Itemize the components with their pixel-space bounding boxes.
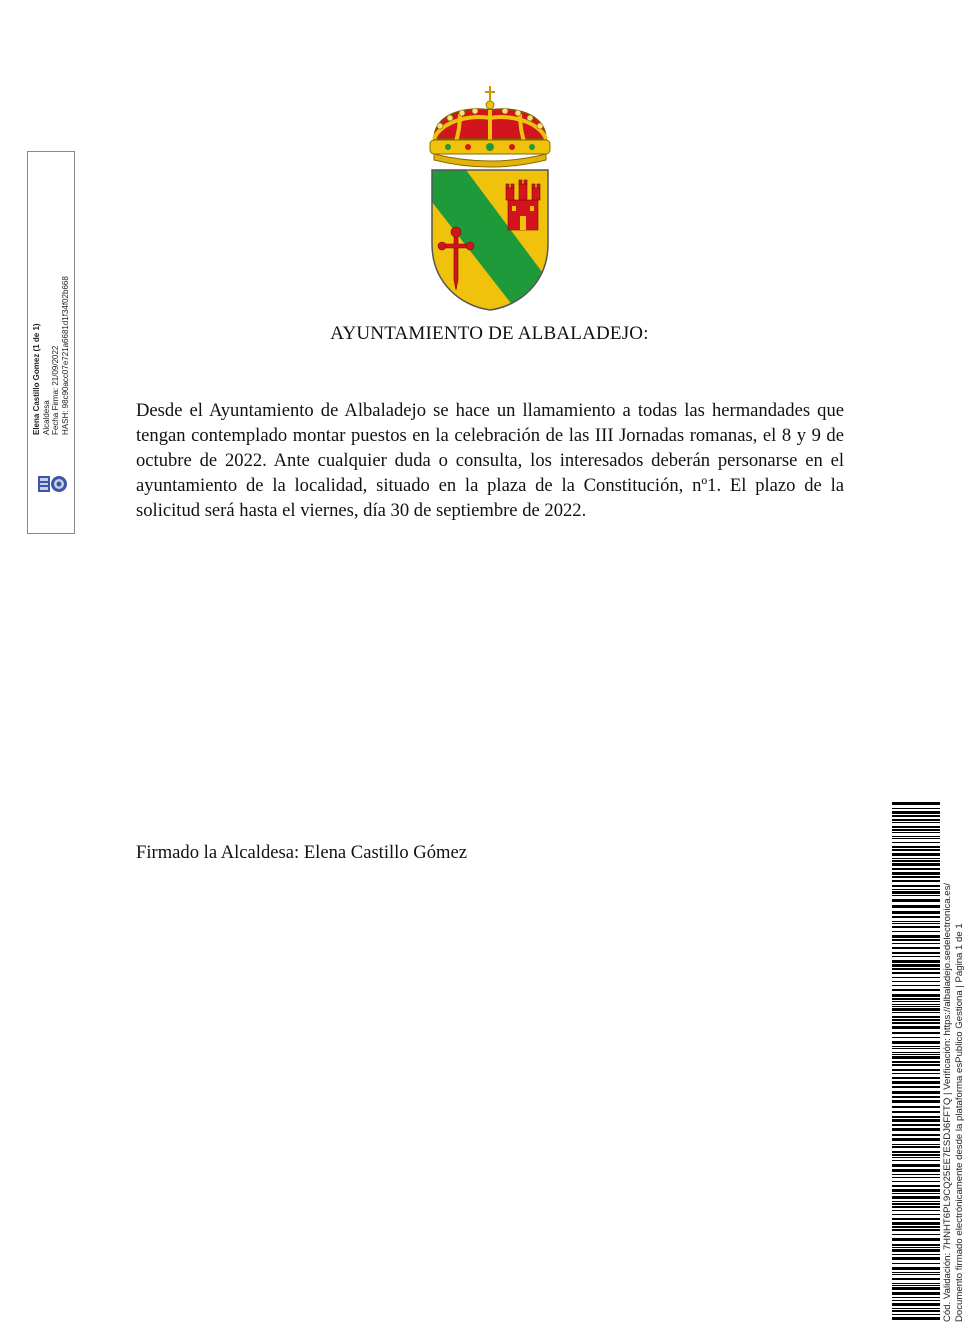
barcode-bar [892,964,940,967]
barcode-bar [892,1214,940,1215]
validation-code-line: Cód. Validación: 7HNHT6PL9CQ25EE7ESDJ6FFTQ | Verificación: https://albaladejo.sedelectronica.es/ [942,882,953,1322]
barcode-bar [892,1234,940,1235]
barcode-bar [892,863,940,866]
barcode-bar [892,931,940,932]
barcode-bar [892,968,940,970]
barcode-bar [892,895,940,896]
signature-date: Fecha Firma: 21/09/2022 [51,345,60,435]
barcode-bar [892,977,940,978]
signer-role: Alcaldesa [41,400,51,435]
barcode-bar [892,1169,940,1172]
barcode-bar [892,1008,940,1011]
barcode-bar [892,1054,940,1055]
barcode-bar [892,1048,940,1049]
barcode-bar [892,1193,940,1194]
barcode-bar [892,1022,940,1024]
barcode-bar [892,853,940,856]
barcode-bar [892,952,940,954]
barcode-bar [892,923,940,924]
barcode-bar [892,1303,940,1306]
barcode-bar [892,1001,940,1002]
barcode-bar [892,1189,940,1192]
barcode-bar [892,842,940,843]
barcode-bar [892,1064,940,1066]
barcode-bar [892,1308,940,1309]
barcode-bar [892,994,940,997]
barcode-bar [892,860,940,862]
barcode-bar [892,1285,940,1286]
barcode-bar [892,960,940,963]
barcode-bar [892,1134,940,1136]
electronic-signature-box [27,151,75,534]
barcode-bar [892,849,940,851]
barcode-bar [892,981,940,982]
heading-text: AYUNTAMIENTO DE ALBALADEJO: [330,323,649,344]
barcode-bar [892,1160,940,1161]
barcode-bar [892,1206,940,1208]
barcode-bar [892,1077,940,1079]
barcode-bar [892,1111,940,1113]
barcode-bar [892,885,940,887]
barcode-bar [892,1151,940,1153]
barcode-bar [892,916,940,918]
barcode-bar [892,1006,940,1007]
signature-line: Firmado la Alcaldesa: Elena Castillo Gómez [136,842,467,863]
barcode-bar [892,1069,940,1071]
barcode-bar [892,1157,940,1158]
body-paragraph [136,398,844,523]
barcode-bar [892,1177,940,1178]
barcode-bar [892,947,940,949]
barcode-bar [892,1210,940,1211]
barcode-bar [892,802,940,805]
barcode-bar [892,1267,940,1270]
signer-name: Elena Castillo Gomez (1 de 1) [32,323,41,435]
seal-icon [36,472,68,496]
barcode-bar [892,826,940,828]
barcode-bar [892,1086,940,1088]
barcode-bar [892,1274,940,1275]
barcode-bar [892,1144,940,1145]
coat-of-arms-icon [420,84,560,316]
barcode-bar [892,1128,940,1131]
barcode-bar [892,1201,940,1202]
barcode-bar [892,972,940,974]
barcode-bar [892,1016,940,1018]
barcode-bar [892,1116,940,1118]
barcode-bar [892,1056,940,1059]
barcode-bar [892,891,940,894]
barcode-bar [892,1218,940,1220]
signature-hash: HASH: 98c90acc07e721a6681d1f34f02b668 [60,276,70,435]
barcode-bar [892,1297,940,1298]
barcode-bar [892,880,940,882]
barcode-bar [892,846,940,848]
barcode-bar [892,1222,940,1225]
barcode-bar [892,872,940,875]
barcode-bar [892,899,940,902]
barcode-bar [892,1263,940,1264]
barcode-bar [892,1019,940,1021]
barcode-bar [892,1181,940,1182]
barcode-bar [892,926,940,928]
barcode-bar [892,1317,940,1320]
barcode-bar [892,876,940,878]
barcode-bar [892,1154,940,1156]
barcode-bar [892,1238,940,1241]
barcode-bar [892,832,940,833]
barcode-bar [892,1185,940,1187]
barcode-bar [892,1164,940,1167]
barcode-bar [892,836,940,837]
barcode-bar [892,1292,940,1295]
validation-text [942,802,970,1322]
barcode-bar [892,1278,940,1280]
barcode-bar [892,1287,940,1290]
barcode-bar [892,1081,940,1084]
barcode-bar [892,1124,940,1126]
barcode-bar [892,989,940,991]
barcode-bar [892,998,940,1000]
barcode-bar [892,1091,940,1094]
barcode-bar [892,1196,940,1199]
barcode-bar [892,1119,940,1122]
barcode-bar [892,868,940,870]
barcode-bar [892,935,940,938]
barcode-bar [892,1037,940,1038]
barcode-bar [892,829,940,831]
barcode-bar [892,943,940,944]
barcode-bar [892,1096,940,1098]
barcode-bar [892,1300,940,1301]
barcode-bar [892,1052,940,1053]
barcode-bar [892,956,940,957]
barcode-bar [892,985,940,986]
barcode-bar [892,1138,940,1141]
barcode-bar [892,905,940,908]
barcode-bar [892,1061,940,1063]
barcode-bar [892,1004,940,1005]
barcode-bar [892,819,940,821]
barcode-bar [892,858,940,859]
barcode-bar [892,1310,940,1312]
barcode-bar [892,1244,940,1246]
barcode-bar [892,1226,940,1228]
page-title [0,323,979,345]
barcode-bar [892,1272,940,1273]
validation-platform-line: Documento firmado electrónicamente desde la plataforma esPublico Gestiona | Página 1 de 1 [954,923,965,1322]
barcode-bar [892,1026,940,1029]
barcode-bar [892,1174,940,1175]
barcode-bar [892,1203,940,1205]
validation-barcode [892,802,940,1322]
body-text: Desde el Ayuntamiento de Albaladejo se hace un llamamiento a todas las hermandades que tengan contemplado montar puestos en la celebración de las III Jornadas romanas, el 8 y 9 de octubre de 2022. Ante cualquier duda o consulta, los interesados deberán personarse en el ayuntamiento de la localidad, situado en la plaza de la Constitución, nº1. El plazo de la solicitud será hasta el viernes, día 30 de septiembre de 2022. [136,400,844,521]
barcode-bar [892,822,940,823]
barcode-bar [892,1314,940,1315]
barcode-bar [892,1283,940,1284]
barcode-bar [892,815,940,817]
barcode-bar [892,1249,940,1252]
barcode-bar [892,1257,940,1260]
barcode-bar [892,808,940,809]
barcode-bar [892,1100,940,1103]
barcode-bar [892,1041,940,1044]
barcode-bar [892,1254,940,1255]
barcode-bar [892,1073,940,1074]
barcode-bar [892,1012,940,1013]
barcode-bar [892,1106,940,1108]
barcode-bar [892,1229,940,1231]
barcode-bar [892,1146,940,1148]
barcode-bar [892,911,940,914]
barcode-bar [892,889,940,890]
barcode-bar [892,811,940,814]
barcode-bar [892,1046,940,1047]
barcode-bar [892,838,940,839]
barcode-bar [892,939,940,941]
signature-details [32,52,80,435]
barcode-bar [892,1032,940,1034]
barcode-bar [892,1247,940,1248]
barcode-bar [892,921,940,922]
